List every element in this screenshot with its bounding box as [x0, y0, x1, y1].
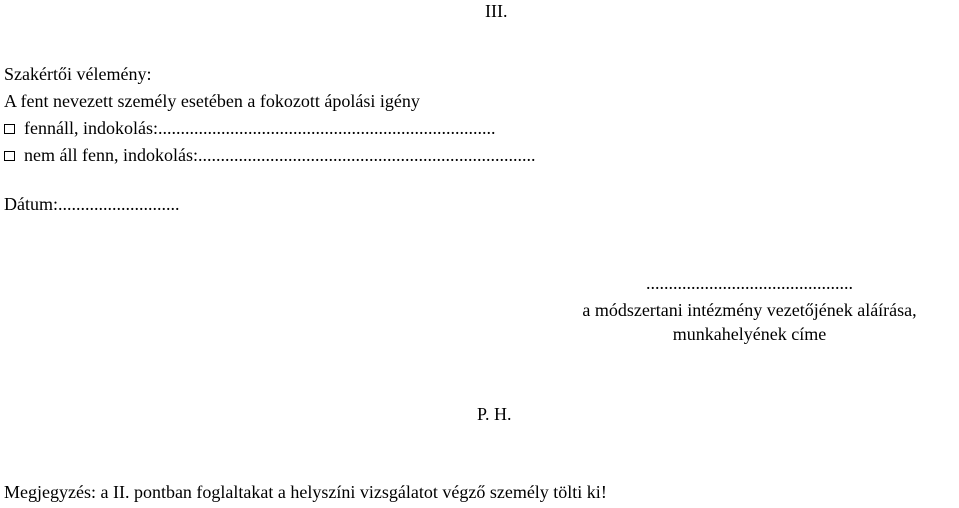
- signature-block: [540, 274, 959, 343]
- signature-line: ..............................................: [646, 273, 853, 293]
- section-number: III.: [485, 1, 508, 21]
- signature-caption-line2: munkahelyének címe: [672, 324, 827, 344]
- footer-note: Megjegyzés: a II. pontban foglaltakat a helyszíni vizsgálatot végző személy tölti ki!: [4, 482, 607, 502]
- checkbox-fennall[interactable]: [4, 124, 15, 134]
- opinion-intro: A fent nevezett személy esetében a fokozott ápolási igény: [4, 91, 420, 111]
- signature-caption-line1: a módszertani intézmény vezetőjének aláírása,: [582, 300, 917, 320]
- opinion-title: Szakértői vélemény:: [4, 64, 152, 84]
- stamp-label: P. H.: [477, 404, 512, 424]
- option-nem-all-fenn-label: nem áll fenn, indokolás:...........................................................................: [24, 145, 536, 165]
- option-nem-all-fenn[interactable]: [4, 146, 535, 164]
- date-field: Dátum:...........................: [4, 194, 180, 214]
- option-fennall-label: fennáll, indokolás:...........................................................................: [24, 118, 496, 138]
- checkbox-nem-all-fenn[interactable]: [4, 151, 15, 161]
- option-fennall[interactable]: [4, 119, 495, 137]
